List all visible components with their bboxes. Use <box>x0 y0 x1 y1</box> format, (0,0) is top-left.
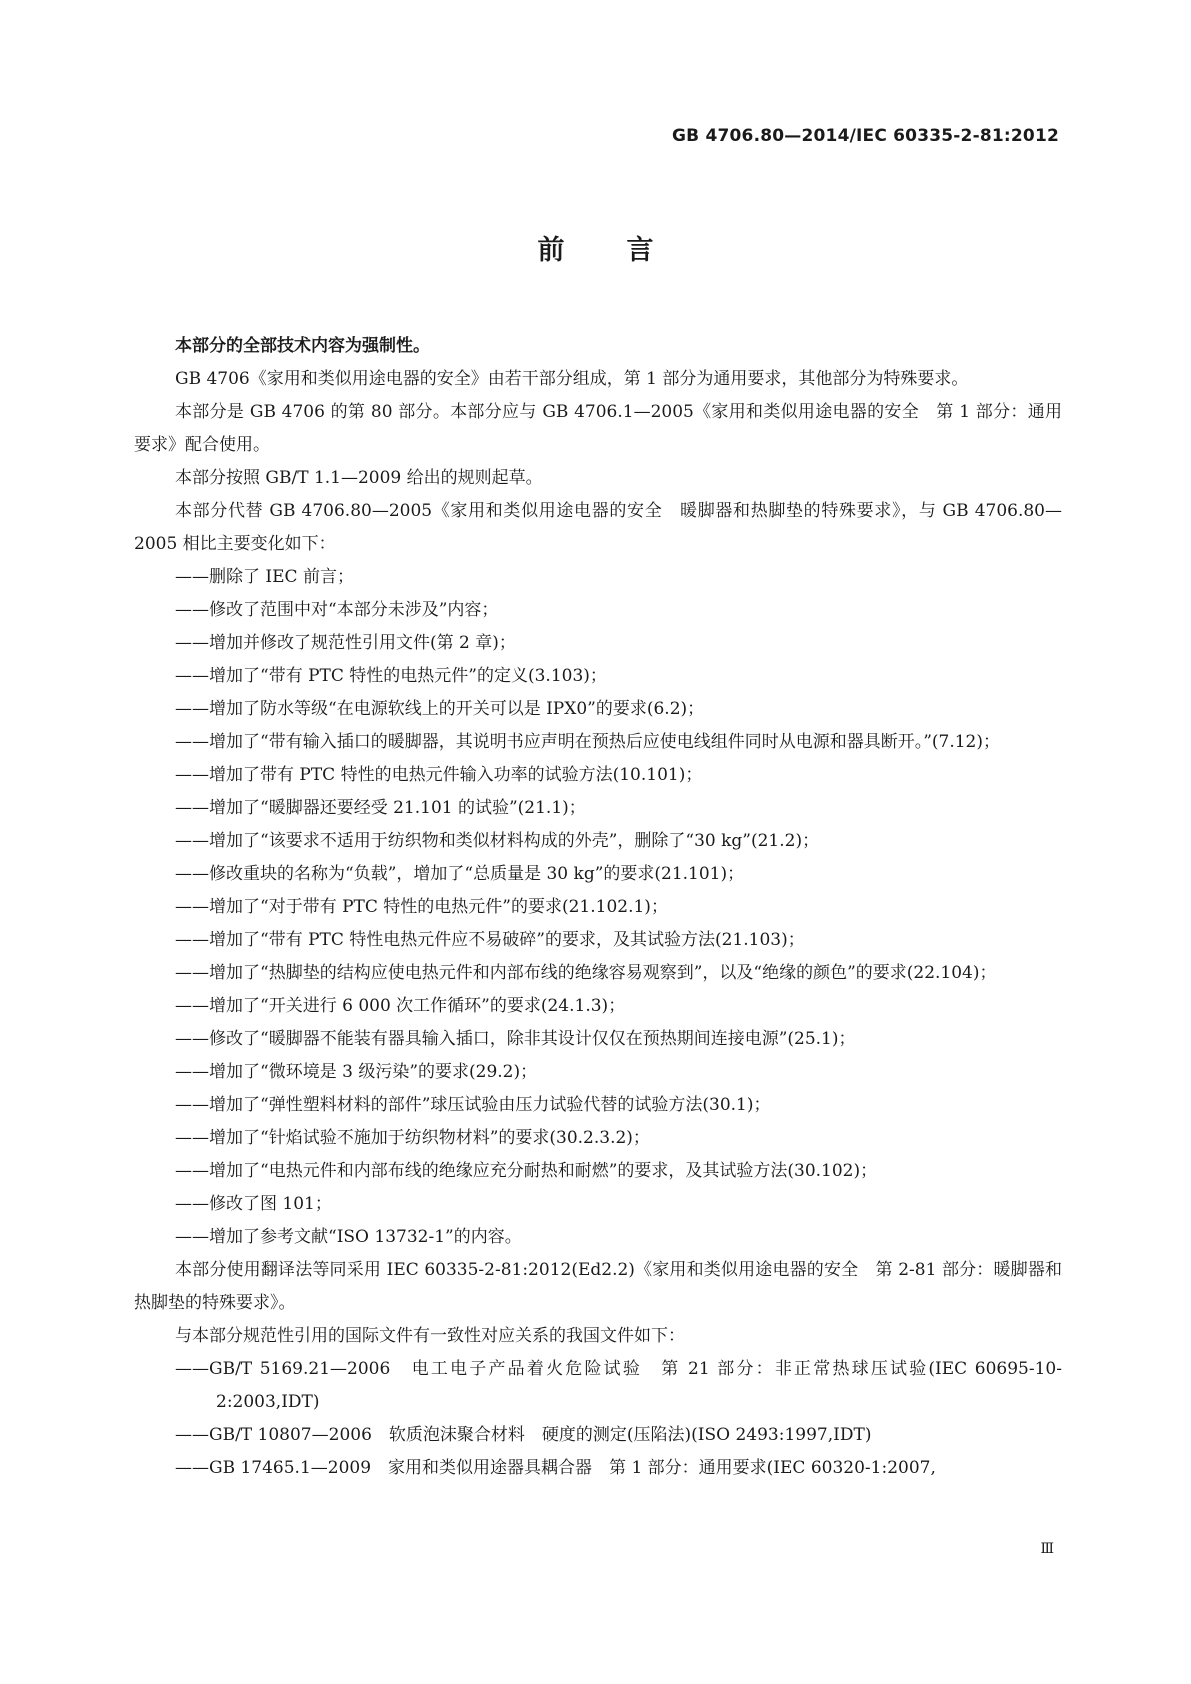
list-item: ——增加了“暖脚器还要经受 21.101 的试验”(21.1)； <box>175 798 586 818</box>
title-char-2: 言 <box>626 235 654 266</box>
list-item: ——GB/T 10807—2006 软质泡沫聚合材料 硬度的测定(压陷法)(ISO 2493:1997,IDT) <box>175 1425 872 1445</box>
list-item: ——GB 17465.1—2009 家用和类似用途器具耦合器 第 1 部分：通用要求(IEC 60320-1:2007, <box>175 1458 936 1478</box>
list-item: ——增加了“对于带有 PTC 特性的电热元件”的要求(21.102.1)； <box>175 897 668 917</box>
list-item: ——增加了“电热元件和内部布线的绝缘应充分耐热和耐燃”的要求，及其试验方法(30.102)； <box>175 1161 878 1181</box>
list-item: ——增加了防水等级“在电源软线上的开关可以是 IPX0”的要求(6.2)； <box>175 699 705 719</box>
list-item: ——修改了图 101； <box>175 1194 332 1214</box>
list-item: ——增加了“微环境是 3 级污染”的要求(29.2)； <box>175 1062 538 1082</box>
list-item: ——增加了带有 PTC 特性的电热元件输入功率的试验方法(10.101)； <box>175 765 703 785</box>
paragraph-series: GB 4706《家用和类似用途电器的安全》由若干部分组成，第 1 部分为通用要求，其他部分为特殊要求。 <box>175 369 969 389</box>
list-item: ——GB/T 5169.21—2006 电工电子产品着火危险试验 第 21 部分：非正常热球压试验(IEC 60695-10-2:2003,IDT) <box>175 1359 1062 1412</box>
list-item: ——修改了“暖脚器不能装有器具输入插口，除非其设计仅仅在预热期间连接电源”(25.1)； <box>175 1029 856 1049</box>
list-item: ——增加并修改了规范性引用文件(第 2 章)； <box>175 633 516 653</box>
paragraph-replaces: 本部分代替 GB 4706.80—2005《家用和类似用途电器的安全 暖脚器和热脚垫的特殊要求》，与 GB 4706.80—2005 相比主要变化如下： <box>134 501 1062 554</box>
list-item: ——增加了“弹性塑料材料的部件”球压试验由压力试验代替的试验方法(30.1)； <box>175 1095 771 1115</box>
list-item: ——修改重块的名称为“负载”，增加了“总质量是 30 kg”的要求(21.101)； <box>175 864 745 884</box>
list-item: ——增加了“热脚垫的结构应使电热元件和内部布线的绝缘容易观察到”，以及“绝缘的颜色”的要求(22.104)； <box>175 963 997 983</box>
list-item: ——增加了“针焰试验不施加于纺织物材料”的要求(30.2.3.2)； <box>175 1128 650 1148</box>
references-list <box>134 1353 1062 1485</box>
paragraph-mandatory: 本部分的全部技术内容为强制性。 <box>175 336 430 356</box>
paragraph-adoption: 本部分使用翻译法等同采用 IEC 60335-2-81:2012(Ed2.2)《家用和类似用途电器的安全 第 2-81 部分：暖脚器和热脚垫的特殊要求》。 <box>134 1260 1062 1313</box>
page-title <box>0 228 1191 267</box>
paragraph-drafting: 本部分按照 GB/T 1.1—2009 给出的规则起草。 <box>175 468 543 488</box>
list-item: ——增加了“开关进行 6 000 次工作循环”的要求(24.1.3)； <box>175 996 626 1016</box>
paragraph-part: 本部分是 GB 4706 的第 80 部分。本部分应与 GB 4706.1—2005《家用和类似用途电器的安全 第 1 部分：通用要求》配合使用。 <box>134 402 1062 455</box>
foreword-body <box>134 330 1062 1485</box>
list-item: ——增加了“该要求不适用于纺织物和类似材料构成的外壳”，删除了“30 kg”(21.2)； <box>175 831 820 851</box>
list-item: ——增加了参考文献“ISO 13732-1”的内容。 <box>175 1227 522 1247</box>
standard-id: GB 4706.80—2014/IEC 60335-2-81:2012 <box>672 126 1059 146</box>
changes-list <box>134 561 1062 1254</box>
page-number: Ⅲ <box>1040 1541 1054 1557</box>
paragraph-correspondence: 与本部分规范性引用的国际文件有一致性对应关系的我国文件如下： <box>175 1326 685 1346</box>
list-item: ——删除了 IEC 前言； <box>175 567 354 587</box>
title-char-1: 前 <box>537 235 565 266</box>
list-item: ——增加了“带有输入插口的暖脚器，其说明书应声明在预热后应使电线组件同时从电源和器具断开。”(7.12)； <box>175 732 1000 752</box>
list-item: ——修改了范围中对“本部分未涉及”内容； <box>175 600 499 620</box>
list-item: ——增加了“带有 PTC 特性电热元件应不易破碎”的要求，及其试验方法(21.103)； <box>175 930 805 950</box>
list-item: ——增加了“带有 PTC 特性的电热元件”的定义(3.103)； <box>175 666 607 686</box>
